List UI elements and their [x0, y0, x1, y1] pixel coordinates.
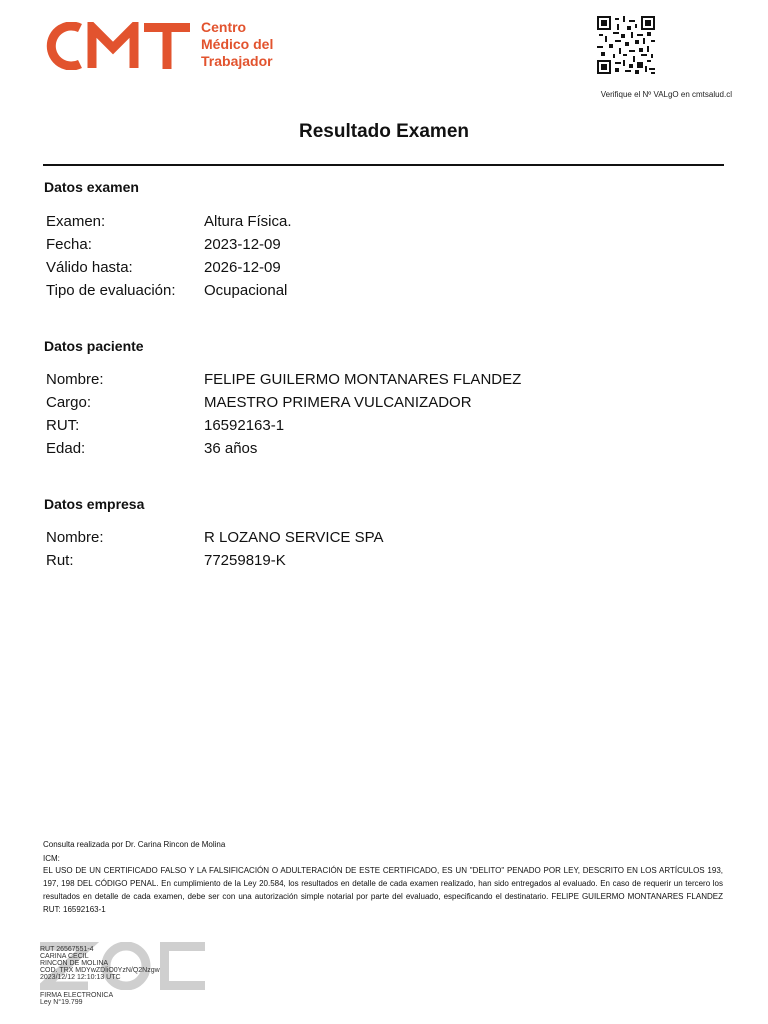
logo-line-1: Centro [201, 19, 247, 35]
signature-line: RUT 26567551-4 [40, 946, 94, 953]
field-label: Fecha: [46, 236, 92, 253]
cmt-logo-mark [36, 22, 192, 70]
section-title-examen: Datos examen [44, 179, 139, 195]
exam-row-valido-hasta [46, 259, 696, 282]
patient-row-edad [46, 440, 696, 463]
field-value: 2023-12-09 [204, 236, 281, 253]
page-title: Resultado Examen [299, 121, 469, 142]
field-value: FELIPE GUILERMO MONTANARES FLANDEZ [204, 371, 522, 388]
signature-line: 2023/12/12 12:10:13 UTC [40, 974, 121, 981]
field-label: Edad: [46, 440, 86, 457]
field-value: R LOZANO SERVICE SPA [204, 529, 384, 546]
icm-label: ICM: [43, 854, 60, 863]
patient-row-cargo [46, 394, 696, 417]
logo-line-2: Médico del [201, 36, 274, 52]
cmt-logo [36, 18, 286, 74]
field-value: 2026-12-09 [204, 259, 281, 276]
section-title-empresa: Datos empresa [44, 496, 145, 512]
logo-wordmark [201, 19, 273, 70]
patient-row-nombre [46, 371, 696, 394]
field-label: Examen: [46, 213, 106, 230]
field-value: Ocupacional [204, 282, 288, 299]
ley-label: Ley N°19.799 [40, 999, 83, 1006]
field-label: Cargo: [46, 394, 92, 411]
signature-line: CARINA CECIL [40, 953, 89, 960]
field-label: RUT: [46, 417, 80, 434]
field-value: 77259819-K [204, 552, 286, 569]
section-title-paciente: Datos paciente [44, 338, 144, 354]
field-value: 16592163-1 [204, 417, 285, 434]
exam-row-tipo-evaluacion [46, 282, 696, 305]
signature-line: COD. TRX MDYwZDliO0YzN/Q2Nzgw [40, 967, 160, 974]
exam-row-examen [46, 213, 696, 236]
field-label: Tipo de evaluación: [46, 282, 176, 299]
qr-code-icon [597, 16, 655, 74]
company-row-nombre [46, 529, 696, 552]
signature-line: RINCON DE MOLINA [40, 960, 109, 967]
signature-details [40, 946, 160, 981]
signature-law [40, 992, 113, 1006]
field-label: Válido hasta: [46, 259, 133, 276]
legal-disclaimer: EL USO DE UN CERTIFICADO FALSO Y LA FALSIFICACIÓN O ADULTERACIÓN DE ESTE CERTIFICADO, ES UN "DELITO" PENADO POR LEY, DESCRITO EN LOS ARTÍCULOS 193, 197, 198 DEL CÓDIGO PENAL. En cumplimiento de la Ley 20.584, los resultados en detalle de cada examen realizado, han sido entregados al evaluado. En caso de requerir un tercero los resultados en detalle de cada examen, debe ser con una autorización simple notarial por parte del evaluado, especificando el destinatario. FELIPE GUILERMO MONTANARES FLANDEZ RUT: 16592163-1 [43, 866, 723, 914]
patient-row-rut [46, 417, 696, 440]
field-value: Altura Física. [204, 213, 292, 230]
electronic-signature [40, 940, 220, 1010]
field-value: MAESTRO PRIMERA VULCANIZADOR [204, 394, 472, 411]
consulta-note: Consulta realizada por Dr. Carina Rincon de Molina [43, 840, 226, 849]
logo-line-3: Trabajador [201, 53, 273, 69]
field-value: 36 años [204, 440, 258, 457]
title-divider [43, 164, 724, 166]
verify-text: Verifique el Nº VALgO en cmtsalud.cl [600, 90, 732, 99]
field-label: Nombre: [46, 371, 104, 388]
field-label: Nombre: [46, 529, 104, 546]
firma-label: FIRMA ELECTRONICA [40, 992, 114, 999]
exam-row-fecha [46, 236, 696, 259]
company-row-rut [46, 552, 696, 575]
field-label: Rut: [46, 552, 74, 569]
